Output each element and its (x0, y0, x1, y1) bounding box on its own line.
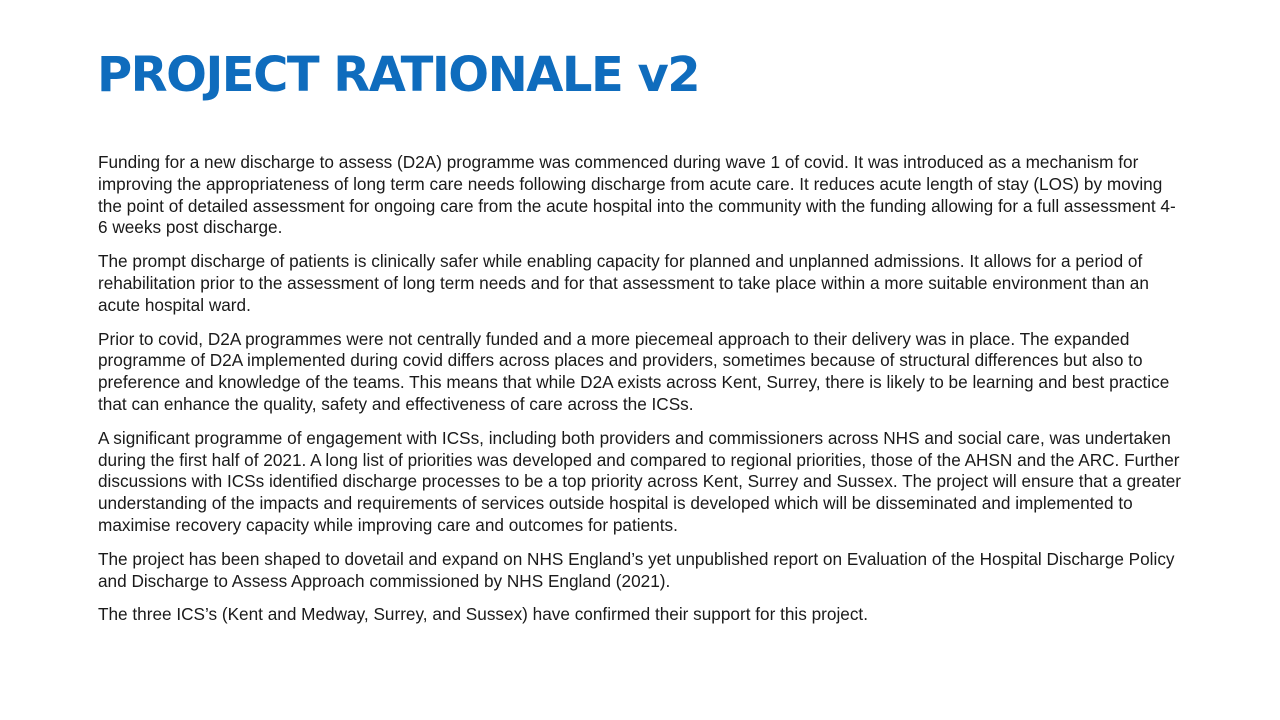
slide-body (98, 152, 1183, 638)
paragraph-engagement: A significant programme of engagement with ICSs, including both providers and commissioners across NHS and social care, was undertaken during the first half of 2021. A long list of priorities was developed and compared to regional priorities, those of the AHSN and the ARC. Further discussions with ICSs identified discharge processes to be a top priority across Kent, Surrey and Sussex. The project will ensure that a greater understanding of the impacts and requirements of services outside hospital is developed which will be disseminated and implemented to maximise recovery capacity while improving care and outcomes for patients. (98, 427, 1182, 535)
paragraph-prompt-discharge: The prompt discharge of patients is clinically safer while enabling capacity for planned and unplanned admissions. It allows for a period of rehabilitation prior to the assessment of long term needs and for that assessment to take place within a more suitable environment than an acute hospital ward. (98, 251, 1149, 315)
paragraph-d2a-funding: Funding for a new discharge to assess (D2A) programme was commenced during wave 1 of covid. It was introduced as a mechanism for improving the appropriateness of long term care needs following discharge from acute care. It reduces acute length of stay (LOS) by moving the point of detailed assessment for ongoing care from the acute hospital into the community with the funding allowing for a full assessment 4-6 weeks post discharge. (98, 152, 1176, 238)
paragraph-prior-to-covid: Prior to covid, D2A programmes were not centrally funded and a more piecemeal approach to their delivery was in place. The expanded programme of D2A implemented during covid differs across places and providers, sometimes because of structural differences but also to preference and knowledge of the teams. This means that while D2A exists across Kent, Surrey, there is likely to be learning and best practice that can enhance the quality, safety and effectiveness of care across the ICSs. (98, 328, 1170, 414)
slide-title: PROJECT RATIONALE v2 (97, 47, 700, 103)
paragraph-nhs-england-report: The project has been shaped to dovetail and expand on NHS England’s yet unpublished report on Evaluation of the Hospital Discharge Policy and Discharge to Assess Approach commissioned by NHS England (2021). (98, 548, 1175, 591)
paragraph-ics-support: The three ICS’s (Kent and Medway, Surrey, and Sussex) have confirmed their support for this project. (98, 604, 868, 625)
